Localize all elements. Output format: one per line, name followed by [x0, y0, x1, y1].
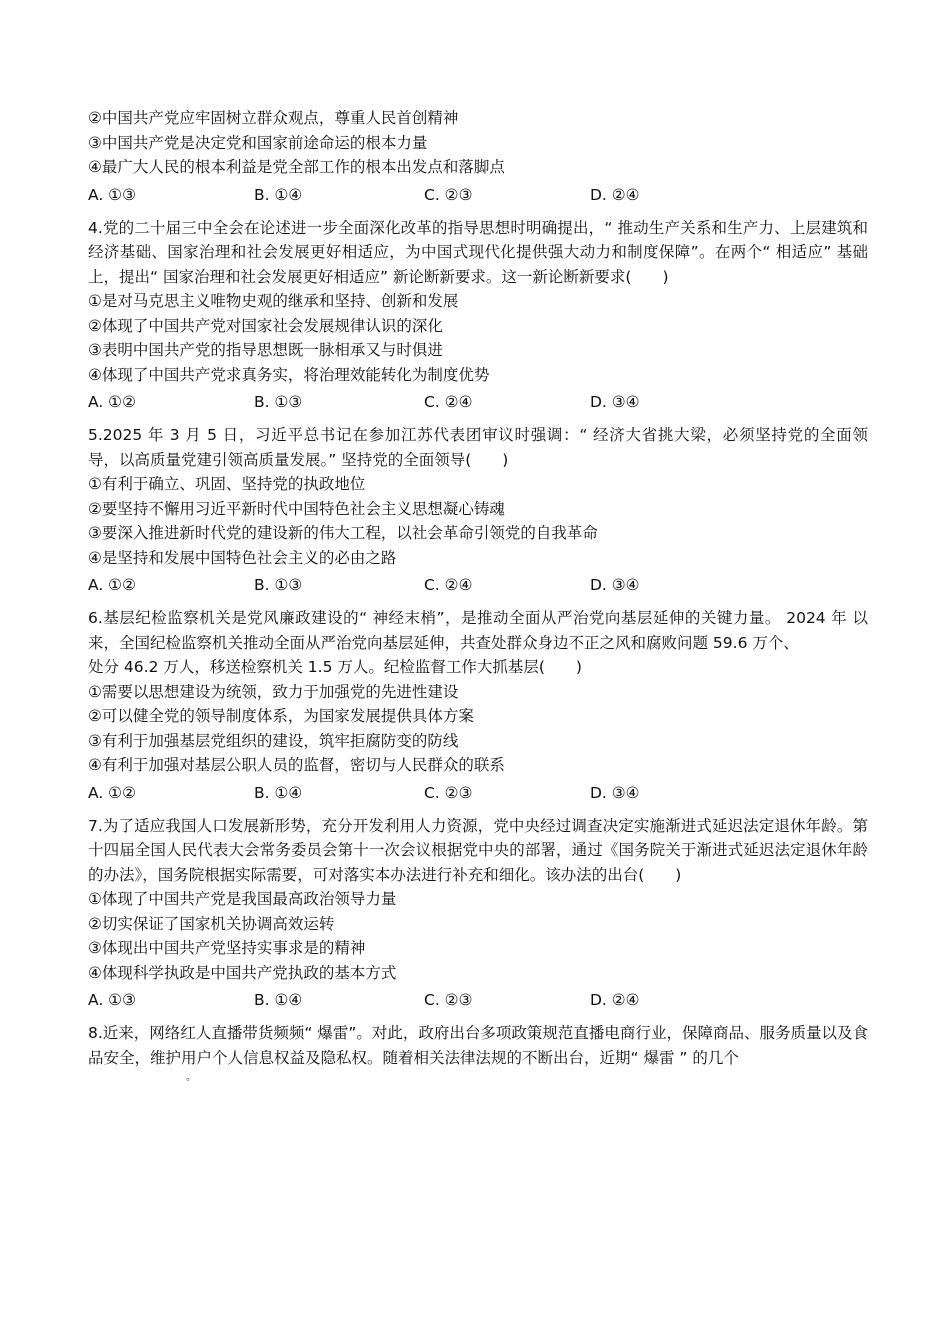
q4-option-c[interactable]: C. ②④ [424, 393, 473, 411]
q3-statement-3: ③中国共产党是决定党和国家前途命运的根本力量 [88, 133, 428, 152]
q3-option-c[interactable]: C. ②③ [424, 185, 473, 204]
q7-option-a[interactable]: A. ①③ [88, 991, 136, 1009]
q7-statement-2: ②切实保证了国家机关协调高效运转 [88, 914, 335, 933]
q4-option-b[interactable]: B. ①③ [254, 393, 303, 411]
q4-option-d[interactable]: D. ③④ [590, 393, 640, 411]
q5-option-b[interactable]: B. ①③ [254, 576, 303, 594]
q4-statement-1: ①是对马克思主义唯物史观的继承和坚持、创新和发展 [88, 292, 459, 310]
q4-option-a[interactable]: A. ①② [88, 393, 136, 411]
q5-option-a[interactable]: A. ①② [88, 576, 136, 594]
q3-option-b[interactable]: B. ①④ [254, 185, 303, 204]
q5-stem: 5.2025 年 3 月 5 日，习近平总书记在参加江苏代表团审议时强调：“ 经济大省挑大梁，必须坚持党的全面领 导，以高质量党建引领高质量发展。” 坚持党的全面领导( ) [88, 426, 868, 469]
q6-option-a[interactable]: A. ①② [88, 783, 136, 802]
question-8 [88, 1021, 868, 1070]
q7-option-d[interactable]: D. ②④ [590, 991, 640, 1009]
q4-stem: 4.党的二十届三中全会在论述进一步全面深化改革的指导思想时明确提出，“ 推动生产关系和生产力、上层建筑和经济基础、国家治理和社会发展更好相适应，为中国式现代化提供强大动力和制度保障”。在两个“ 相适应” 基础上，提出“ 国家治理和社会发展更好相适应” 新论断新要求。这一新论断新要求( ) [88, 218, 868, 286]
question-4 [88, 216, 868, 416]
q5-statement-2: ②要坚持不懈用习近平新时代中国特色社会主义思想凝心铸魂 [88, 499, 505, 518]
q5-option-d[interactable]: D. ③④ [590, 576, 640, 594]
question-5 [88, 423, 868, 598]
question-3-tail [88, 106, 868, 208]
q4-statement-4: ④体现了中国共产党求真务实，将治理效能转化为制度优势 [88, 365, 490, 384]
q7-option-b[interactable]: B. ①④ [254, 991, 303, 1009]
q3-statement-2: ②中国共产党应牢固树立群众观点，尊重人民首创精神 [88, 109, 459, 127]
q3-statement-4: ④最广大人民的根本利益是党全部工作的根本出发点和落脚点 [88, 158, 505, 176]
q6-statement-3: ③有利于加强基层党组织的建设，筑牢拒腐防变的防线 [88, 731, 459, 750]
q6-option-b[interactable]: B. ①④ [254, 783, 303, 802]
q4-options [88, 389, 868, 415]
q5-option-c[interactable]: C. ②④ [424, 576, 473, 594]
q7-statement-3: ③体现出中国共产党坚持实事求是的精神 [88, 939, 366, 957]
q5-options [88, 572, 868, 598]
question-6 [88, 606, 868, 806]
trailing-period-mark: 。 [186, 1072, 196, 1083]
q7-statement-1: ①体现了中国共产党是我国最高政治领导力量 [88, 890, 397, 908]
q6-stem-line-2: 处分 46.2 万人，移送检察机关 1.5 万人。纪检监督工作大抓基层( ) [88, 658, 582, 676]
q6-options [88, 780, 868, 806]
q7-stem: 7.为了适应我国人口发展新形势，充分开发利用人力资源，党中央经过调查决定实施渐进式延迟法定退休年龄。第十四届全国人民代表大会常务委员会第十一次会议根据党中央的部署，通过《国务院关于渐进式延迟法定退休年龄的办法》，国务院根据实际需要，可对落实本办法进行补充和细化。该办法的出台( ) [88, 816, 868, 884]
q7-option-c[interactable]: C. ②③ [424, 991, 473, 1009]
q5-statement-3: ③要深入推进新时代党的建设新的伟大工程，以社会革命引领党的自我革命 [88, 524, 598, 542]
q7-statement-4: ④体现科学执政是中国共产党执政的基本方式 [88, 963, 397, 982]
q5-statement-1: ①有利于确立、巩固、坚持党的执政地位 [88, 475, 366, 493]
q6-statement-1: ①需要以思想建设为统领，致力于加强党的先进性建设 [88, 682, 459, 701]
q4-statement-3: ③表明中国共产党的指导思想既一脉相承又与时俱进 [88, 341, 443, 359]
q6-option-d[interactable]: D. ③④ [590, 783, 640, 802]
q3-option-a[interactable]: A. ①③ [88, 185, 136, 204]
q6-stem-line-1: 6.基层纪检监察机关是党风廉政建设的“ 神经末梢”，是推动全面从严治党向基层延伸的关键力量。 2024 年 以来，全国纪检监察机关推动全面从严治党向基层延伸，共查处群众身边不正之风和腐败问题 59.6 万个、 [88, 609, 868, 652]
q8-stem: 8.近来，网络红人直播带货频频“ 爆雷”。对此，政府出台多项政策规范直播电商行业，保障商品、服务质量以及食品安全，维护用户个人信息权益及隐私权。随着相关法律法规的不断出台，近期“ 爆雷 ” 的几个 [88, 1024, 868, 1067]
q5-statement-4: ④是坚持和发展中国特色社会主义的必由之路 [88, 548, 397, 567]
q6-statement-4: ④有利于加强对基层公职人员的监督，密切与人民群众的联系 [88, 756, 505, 774]
q4-statement-2: ②体现了中国共产党对国家社会发展规律认识的深化 [88, 316, 443, 335]
q6-statement-2: ②可以健全党的领导制度体系，为国家发展提供具体方案 [88, 707, 474, 725]
exam-page [88, 106, 868, 1070]
q6-option-c[interactable]: C. ②③ [424, 783, 473, 802]
q3-option-d[interactable]: D. ②④ [590, 185, 640, 204]
question-7 [88, 814, 868, 1014]
q7-options [88, 987, 868, 1013]
q3-options [88, 182, 868, 208]
